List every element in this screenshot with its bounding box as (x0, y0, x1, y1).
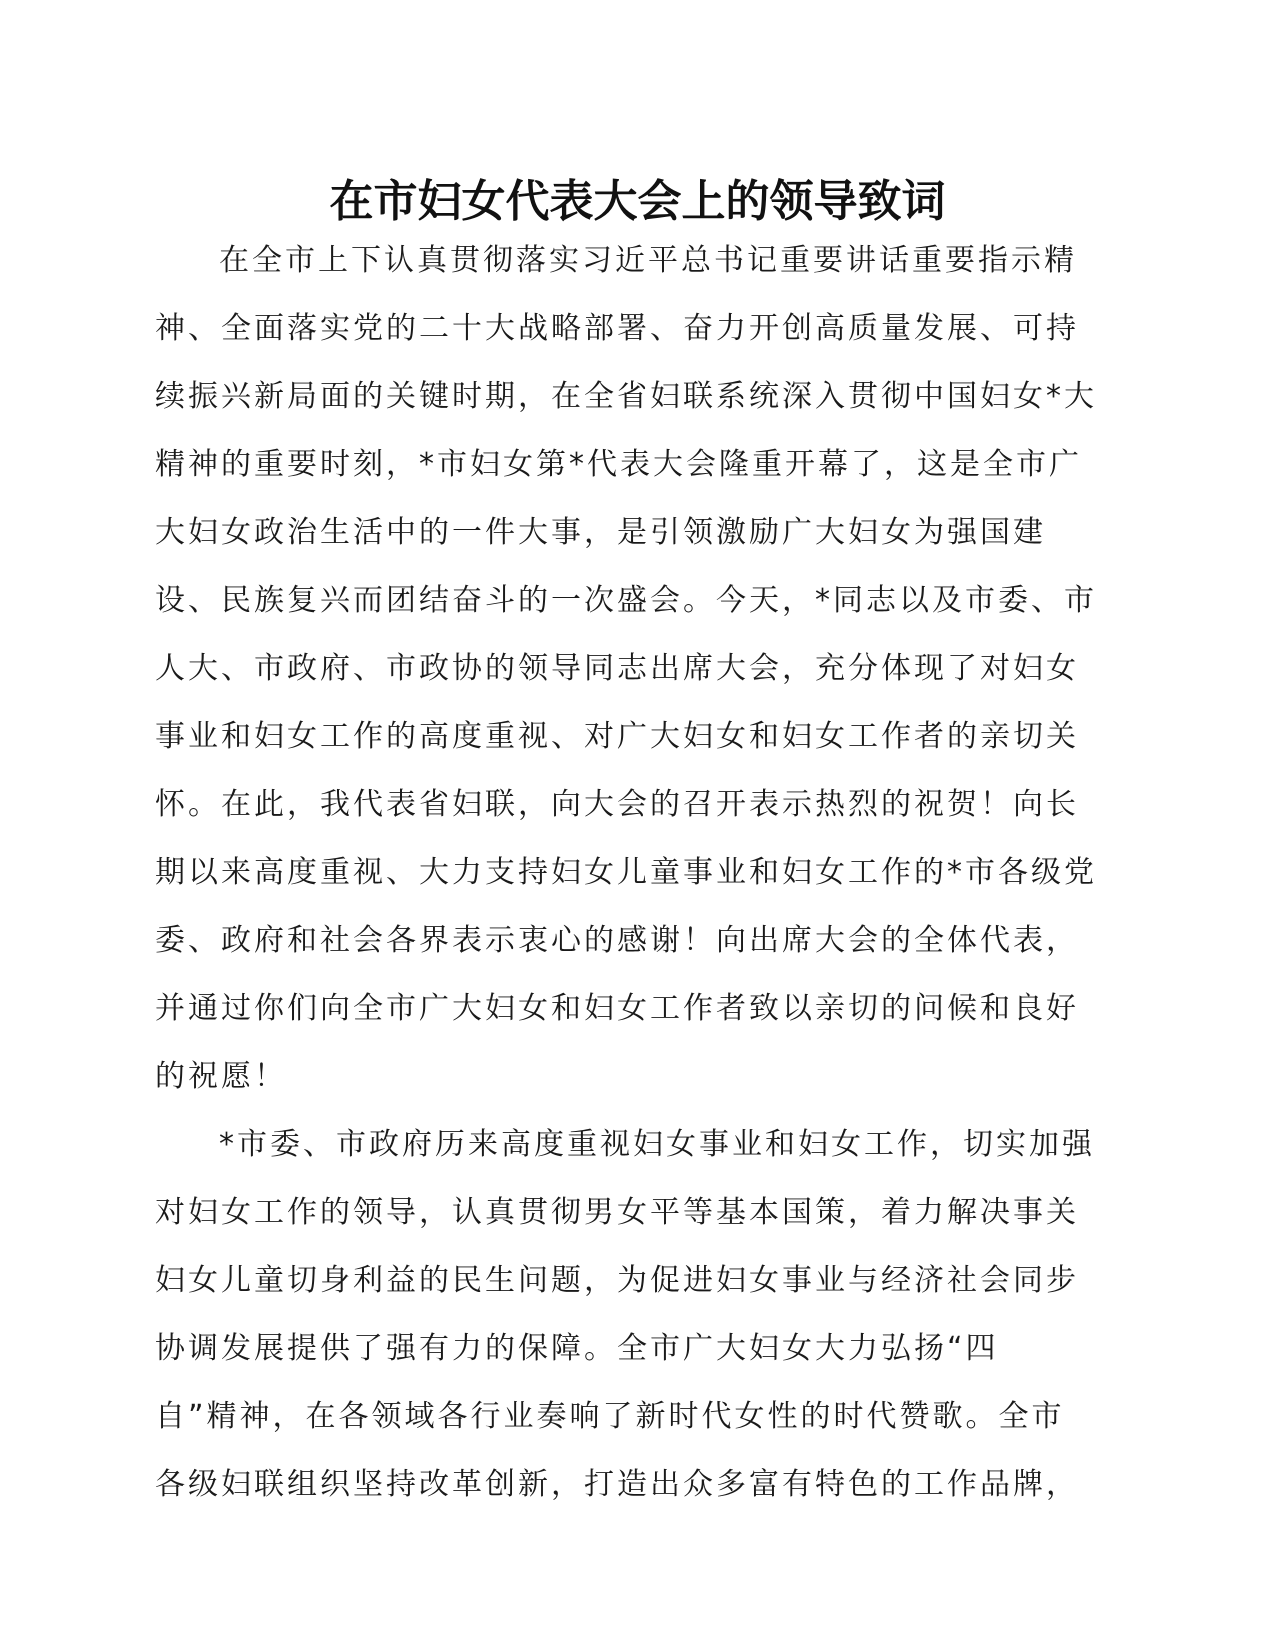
paragraph-line: 妇女儿童切身利益的民生问题，为促进妇女事业与经济社会同步 (155, 1263, 1079, 1298)
paragraph-line: 并通过你们向全市广大妇女和妇女工作者致以亲切的问候和良好 (155, 991, 1079, 1026)
paragraph-line: 怀。在此，我代表省妇联，向大会的召开表示热烈的祝贺！向长 (155, 787, 1079, 822)
paragraph-line: 委、政府和社会各界表示衷心的感谢！向出席大会的全体代表， (155, 923, 1079, 958)
paragraph-line: 对妇女工作的领导，认真贯彻男女平等基本国策，着力解决事关 (155, 1195, 1079, 1230)
paragraph-line: 事业和妇女工作的高度重视、对广大妇女和妇女工作者的亲切关 (155, 719, 1079, 754)
document-body (155, 227, 1125, 1519)
paragraph-line: 大妇女政治生活中的一件大事，是引领激励广大妇女为强国建 (155, 515, 1046, 550)
paragraph-line: *市委、市政府历来高度重视妇女事业和妇女工作，切实加强 (219, 1127, 1095, 1162)
paragraph-line: 设、民族复兴而团结奋斗的一次盛会。今天，*同志以及市委、市 (155, 583, 1097, 618)
document-title: 在市妇女代表大会上的领导致词 (329, 176, 946, 227)
paragraph-1 (155, 227, 1125, 1111)
paragraph-line: 在全市上下认真贯彻落实习近平总书记重要讲话重要指示精 (219, 243, 1077, 278)
paragraph-line: 自”精神，在各领域各行业奏响了新时代女性的时代赞歌。全市 (155, 1399, 1065, 1434)
paragraph-2 (155, 1111, 1125, 1519)
paragraph-line: 续振兴新局面的关键时期，在全省妇联系统深入贯彻中国妇女*大 (155, 379, 1097, 414)
paragraph-line: 的祝愿！ (155, 1059, 287, 1094)
paragraph-line: 协调发展提供了强有力的保障。全市广大妇女大力弘扬“四 (155, 1331, 999, 1366)
paragraph-line: 各级妇联组织坚持改革创新，打造出众多富有特色的工作品牌， (155, 1467, 1079, 1502)
paragraph-line: 神、全面落实党的二十大战略部署、奋力开创高质量发展、可持 (155, 311, 1079, 346)
paragraph-line: 精神的重要时刻，*市妇女第*代表大会隆重开幕了，这是全市广 (155, 447, 1082, 482)
paragraph-line: 人大、市政府、市政协的领导同志出席大会，充分体现了对妇女 (155, 651, 1079, 686)
paragraph-line: 期以来高度重视、大力支持妇女儿童事业和妇女工作的*市各级党 (155, 855, 1097, 890)
